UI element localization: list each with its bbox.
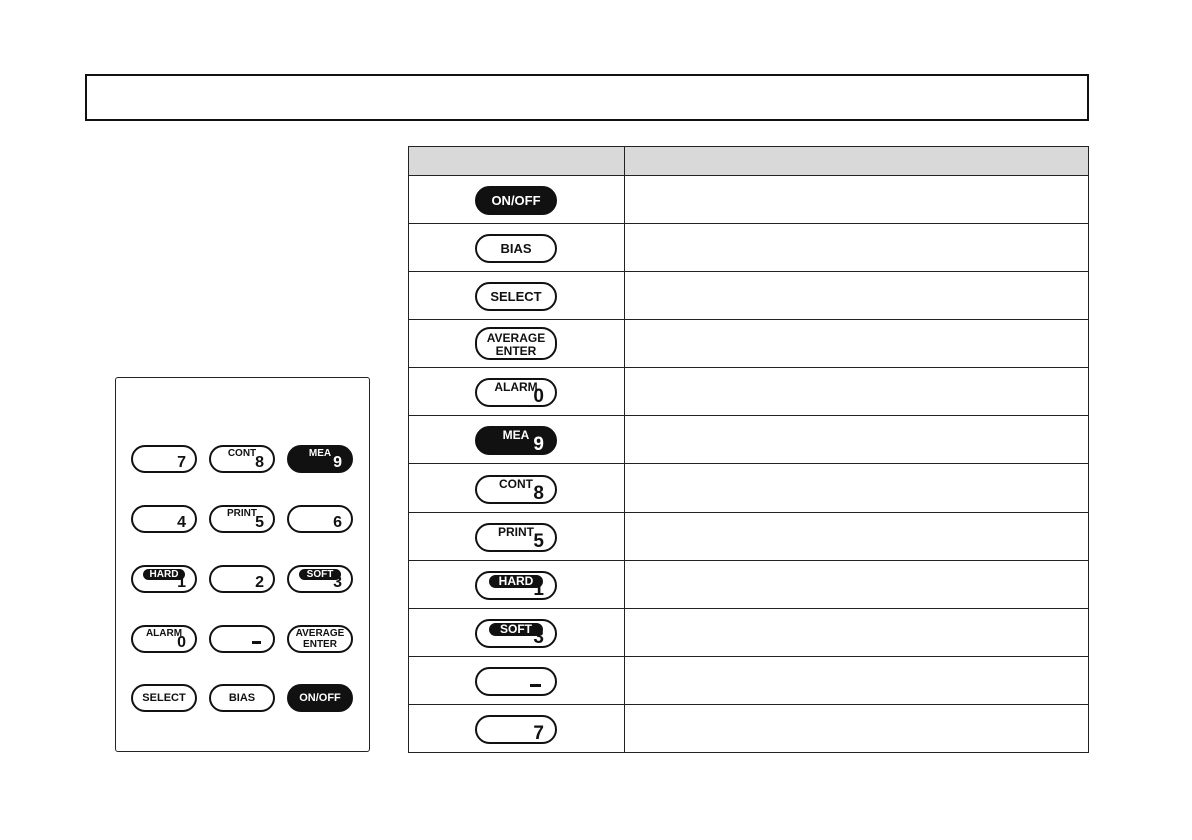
key-cell-inner — [409, 224, 624, 271]
key-on-off-button[interactable] — [475, 186, 557, 215]
key-alarm-0-button[interactable] — [475, 378, 557, 407]
table-row — [409, 656, 1089, 704]
description-cell — [625, 320, 1089, 368]
key-digit: 5 — [533, 530, 544, 552]
key-cell — [409, 320, 625, 368]
key-label-line1: AVERAGE — [486, 331, 546, 346]
key-cell-inner — [409, 705, 624, 752]
key-label: ON/OFF — [491, 193, 541, 209]
key-soft-3-button[interactable] — [287, 565, 353, 593]
key-print-5-button[interactable] — [475, 523, 557, 552]
description-cell — [625, 176, 1089, 224]
key-4-button[interactable] — [131, 505, 197, 533]
key-alarm-0-button[interactable] — [131, 625, 197, 653]
key-mea-9-button[interactable] — [287, 445, 353, 473]
key-function-label: ALARM — [494, 380, 538, 395]
key-6-button[interactable] — [287, 505, 353, 533]
key-hard-1-button[interactable] — [475, 571, 557, 600]
key-cont-8-button[interactable] — [475, 475, 557, 504]
key-digit: 7 — [533, 722, 544, 744]
key-cell-inner — [409, 320, 624, 367]
key-hard-1-button[interactable] — [131, 565, 197, 593]
key-cont-8-button[interactable] — [209, 445, 275, 473]
key-label: BIAS — [500, 241, 532, 257]
key-mea-9-button[interactable] — [475, 426, 557, 455]
key-function-table — [408, 146, 1089, 753]
minus-icon — [252, 641, 261, 644]
key-function-label: CONT — [227, 448, 257, 459]
key-cell — [409, 224, 625, 272]
key-label-line2: ENTER — [495, 344, 537, 359]
description-cell — [625, 512, 1089, 560]
key-function-label: PRINT — [227, 508, 257, 519]
table-row — [409, 464, 1089, 512]
key-digit: 6 — [333, 514, 342, 531]
table-row — [409, 704, 1089, 752]
key-cell-inner — [409, 416, 624, 463]
key-cell — [409, 704, 625, 752]
key-bias-button[interactable] — [475, 234, 557, 263]
key-digit: 3 — [333, 574, 342, 591]
key-label: ON/OFF — [299, 692, 341, 704]
description-cell — [625, 464, 1089, 512]
key-digit: 5 — [255, 514, 264, 531]
description-cell — [625, 704, 1089, 752]
key-bias-button[interactable] — [209, 684, 275, 712]
key-label: BIAS — [228, 692, 256, 704]
key-cell — [409, 656, 625, 704]
key-cell — [409, 368, 625, 416]
key-badge: SOFT — [299, 569, 341, 580]
table-header-row — [409, 147, 1089, 176]
key-cell — [409, 416, 625, 464]
description-cell — [625, 560, 1089, 608]
key-select-button[interactable] — [475, 282, 557, 311]
keypad-panel — [115, 377, 370, 752]
table-row — [409, 272, 1089, 320]
table-row — [409, 416, 1089, 464]
key-average-enter-button[interactable] — [287, 625, 353, 653]
key-cell-inner — [409, 609, 624, 656]
table-row — [409, 176, 1089, 224]
key-cell — [409, 272, 625, 320]
key-digit: 0 — [533, 386, 544, 408]
key-cell — [409, 560, 625, 608]
key-label-line1: AVERAGE — [295, 628, 345, 639]
key-2-button[interactable] — [209, 565, 275, 593]
key-cell-inner — [409, 513, 624, 560]
page-title-box — [85, 74, 1089, 121]
key-digit: 0 — [177, 634, 186, 651]
header-key — [409, 147, 625, 176]
key-cell — [409, 176, 625, 224]
key-cell-inner — [409, 657, 624, 704]
key-average-enter-button[interactable] — [475, 327, 557, 360]
key-dash-button[interactable] — [209, 625, 275, 653]
key-cell-inner — [409, 368, 624, 415]
key-function-label: MEA — [308, 448, 332, 459]
description-cell — [625, 656, 1089, 704]
key-label: SELECT — [142, 692, 186, 704]
key-digit: 1 — [177, 574, 186, 591]
key-cell-inner — [409, 176, 624, 223]
key-digit: 8 — [255, 454, 264, 471]
table-row — [409, 368, 1089, 416]
key-dash-button[interactable] — [475, 667, 557, 696]
key-function-label: CONT — [499, 476, 533, 491]
key-digit: 7 — [177, 454, 186, 471]
key-cell-inner — [409, 465, 624, 512]
key-select-button[interactable] — [131, 684, 197, 712]
minus-icon — [530, 684, 541, 687]
key-print-5-button[interactable] — [209, 505, 275, 533]
description-cell — [625, 368, 1089, 416]
key-on-off-button[interactable] — [287, 684, 353, 712]
key-function-label: PRINT — [498, 524, 534, 539]
key-label: SELECT — [490, 289, 542, 305]
key-soft-3-button[interactable] — [475, 619, 557, 648]
key-badge: HARD — [143, 569, 185, 580]
table-row — [409, 560, 1089, 608]
key-label — [289, 628, 351, 650]
key-digit: 2 — [255, 574, 264, 591]
table-row — [409, 224, 1089, 272]
key-digit: 8 — [533, 482, 544, 504]
table-row — [409, 320, 1089, 368]
key-digit: 9 — [533, 434, 544, 456]
key-digit: 1 — [533, 578, 544, 600]
key-7-button[interactable] — [131, 445, 197, 473]
key-seven-button[interactable] — [475, 715, 557, 744]
key-digit: 4 — [177, 514, 186, 531]
key-badge: HARD — [489, 575, 543, 588]
key-cell — [409, 608, 625, 656]
key-cell — [409, 512, 625, 560]
description-cell — [625, 224, 1089, 272]
header-description — [625, 147, 1089, 176]
table-row — [409, 512, 1089, 560]
key-badge: SOFT — [489, 623, 543, 636]
key-label — [477, 332, 555, 358]
description-cell — [625, 608, 1089, 656]
key-cell-inner — [409, 272, 624, 319]
key-function-label: MEA — [502, 428, 530, 443]
key-cell — [409, 464, 625, 512]
key-function-label: ALARM — [145, 628, 183, 639]
key-digit: 3 — [533, 626, 544, 648]
description-cell — [625, 272, 1089, 320]
table-row — [409, 608, 1089, 656]
key-digit: 9 — [333, 454, 342, 471]
key-label-line2: ENTER — [303, 639, 337, 650]
key-cell-inner — [409, 561, 624, 608]
description-cell — [625, 416, 1089, 464]
